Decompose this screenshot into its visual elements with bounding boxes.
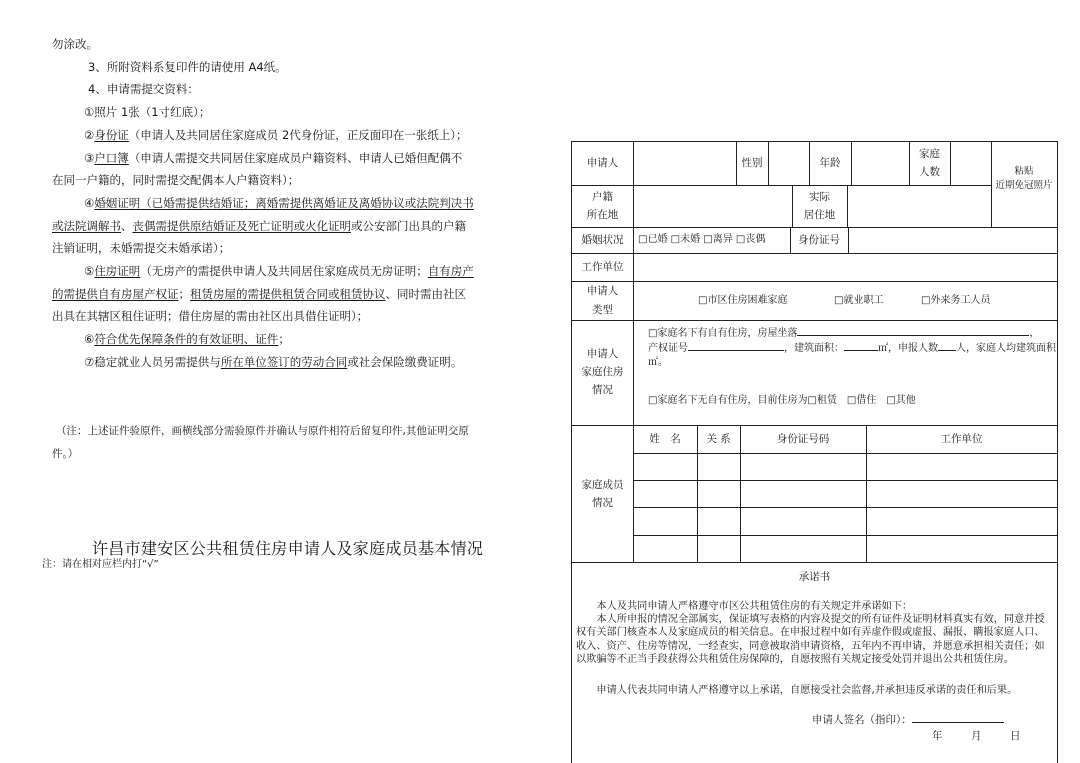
id-number-field[interactable] (849, 228, 1056, 252)
no-own-housing-option[interactable]: □家庭名下无自有住房，目前住房为□租赁 □借住 □其他 (648, 395, 916, 406)
hukou-field[interactable] (634, 186, 791, 226)
family-members-label: 家庭成员 情况 (581, 479, 624, 509)
id-number-label: 身份证号 (798, 234, 840, 246)
material-priority: ⑥符合优先保障条件的有效证明、证件； (84, 332, 290, 346)
form-title: 许昌市建安区公共租赁住房申请人及家庭成员基本情况 (92, 539, 484, 558)
age-label: 年龄 (819, 157, 841, 169)
instruction-item-3: 3、所附资料系复印件的请使用 A4纸。 (88, 60, 287, 74)
actual-residence-label: 实际 居住地 (803, 191, 836, 221)
col-relation-header: 关 系 (706, 433, 731, 445)
own-housing-option[interactable]: □家庭名下有自有住房，房屋坐落 ， (648, 325, 1039, 342)
own-housing-unit: ㎡。 (648, 357, 668, 368)
material-marriage-line3: 注销证明，未婚需提交未婚承诺）； (52, 241, 231, 255)
material-hukou-line2: 在同一户籍的，同时需提交配偶本人户籍资料）； (52, 173, 300, 187)
family-member-row-4[interactable] (634, 536, 1056, 561)
material-photo: ①照片 1张（1寸红底）； (84, 105, 211, 119)
pledge-title: 承诺书 (798, 571, 831, 583)
instruction-item-4: 4、申请需提交资料： (88, 82, 199, 96)
col-id-header: 身份证号码 (776, 433, 830, 445)
verification-note-line2: 件。） (52, 448, 79, 460)
date-year: 年 (932, 730, 943, 742)
col-employer-header: 工作单位 (940, 433, 983, 445)
pledge-body: 本人所申报的情况全部属实，保证填写表格的内容及提交的所有证件及证明材料真实有效，同意并授权有关部门核查本人及家庭成员的相关信息。在申报过程中如有弄虚作假或虚报、漏报、瞒报家庭人口、收入、资产、住房等情况，一经查实，同意被取消申请资格，五年内不再申请，并愿意承担相关责任；如以欺骗等不正当手段获得公共租赁住房保障的，自愿按照有关规定接受处罚并退出公共租赁住房。 (576, 614, 1045, 666)
age-field[interactable] (852, 143, 908, 184)
signature-line: 申请人签名（指印）： (812, 712, 1004, 728)
material-employment: ⑦稳定就业人员另需提供与所在单位签订的劳动合同或社会保险缴费证明。 (84, 355, 463, 369)
date-day: 日 (1010, 730, 1021, 742)
material-id-card: ②身份证（申请人及共同居住家庭成员 2代身份证，正反面印在一张纸上）； (84, 128, 468, 142)
date-month: 月 (971, 730, 982, 742)
pledge-intro: 本人及共同申请人严格遵守市区公共租赁住房的有关规定并承诺如下： (596, 601, 913, 612)
gender-field[interactable] (769, 143, 808, 184)
marital-status-label: 婚姻状况 (581, 234, 624, 246)
housing-label: 申请人 家庭住房 情况 (581, 348, 624, 396)
family-member-row-3[interactable] (634, 508, 1056, 534)
form-note: 注：请在相对应栏内打“√” (42, 559, 159, 570)
material-housing-line3: 出具在其辖区租住证明；借住房屋的需由社区出具借住证明）； (52, 309, 369, 323)
housing-location-blank[interactable] (797, 325, 1029, 336)
id-card-link-text: 身份证 (94, 128, 129, 142)
family-member-row-1[interactable] (634, 454, 1056, 479)
instruction-continuation: 勿涂改。 (52, 37, 98, 51)
verification-note: （注：上述证件验原件，画横线部分需验原件并确认与原件相符后留复印件,其他证明交原 (56, 425, 469, 437)
photo-placeholder[interactable]: 粘贴 近期免冠照片 (995, 166, 1053, 191)
marital-status-options[interactable]: □已婚 □未婚 □离异 □丧偶 (638, 234, 766, 245)
family-count-field[interactable] (951, 143, 990, 184)
property-cert-blank[interactable] (688, 340, 784, 351)
actual-residence-field[interactable] (848, 186, 990, 226)
employer-label: 工作单位 (581, 261, 624, 273)
gender-label: 性别 (741, 157, 763, 169)
type-option-employee[interactable]: □就业职工 (834, 295, 884, 306)
applicant-label: 申请人 (586, 157, 619, 169)
signature-blank[interactable] (912, 712, 1004, 723)
material-housing-line2: 的需提供自有房屋产权证；租赁房屋的需提供租赁合同或租赁协议、同时需由社区 (52, 287, 466, 301)
declared-count-blank[interactable] (938, 340, 956, 351)
material-hukou: ③户口簿（申请人需提交共同居住家庭成员户籍资料、申请人已婚但配偶不 (84, 151, 463, 165)
type-option-housing-difficulty[interactable]: □市区住房困难家庭 (698, 295, 788, 306)
applicant-name-field[interactable] (634, 143, 735, 184)
family-member-row-2[interactable] (634, 481, 1056, 506)
col-name-header: 姓 名 (649, 433, 681, 445)
application-form (571, 141, 1058, 763)
own-housing-details: 产权证号 ，建筑面积： ㎡，申报人数 人，家庭人均建筑面积 (648, 340, 1056, 357)
employer-field[interactable] (634, 254, 1056, 280)
hukou-label: 户籍 所在地 (586, 191, 619, 221)
hukou-link-text: 户口簿 (94, 151, 129, 165)
material-marriage-line2: 或法院调解书、丧偶需提供原结婚证及死亡证明或火化证明或公安部门出具的户籍 (52, 219, 466, 233)
pledge-commitment: 申请人代表共同申请人严格遵守以上承诺，自愿接受社会监督,并承担违反承诺的责任和后果。 (596, 685, 1018, 696)
applicant-type-label: 申请人 类型 (586, 285, 619, 316)
material-housing: ⑤住房证明（无房产的需提供申请人及共同居住家庭成员无房证明；自有房产 (84, 264, 474, 278)
area-blank[interactable] (844, 340, 878, 351)
type-option-migrant-worker[interactable]: □外来务工人员 (921, 295, 991, 306)
material-marriage: ④婚姻证明（已婚需提供结婚证；离婚需提供离婚证及离婚协议或法院判决书 (84, 196, 474, 210)
family-count-label: 家庭 人数 (919, 148, 940, 178)
